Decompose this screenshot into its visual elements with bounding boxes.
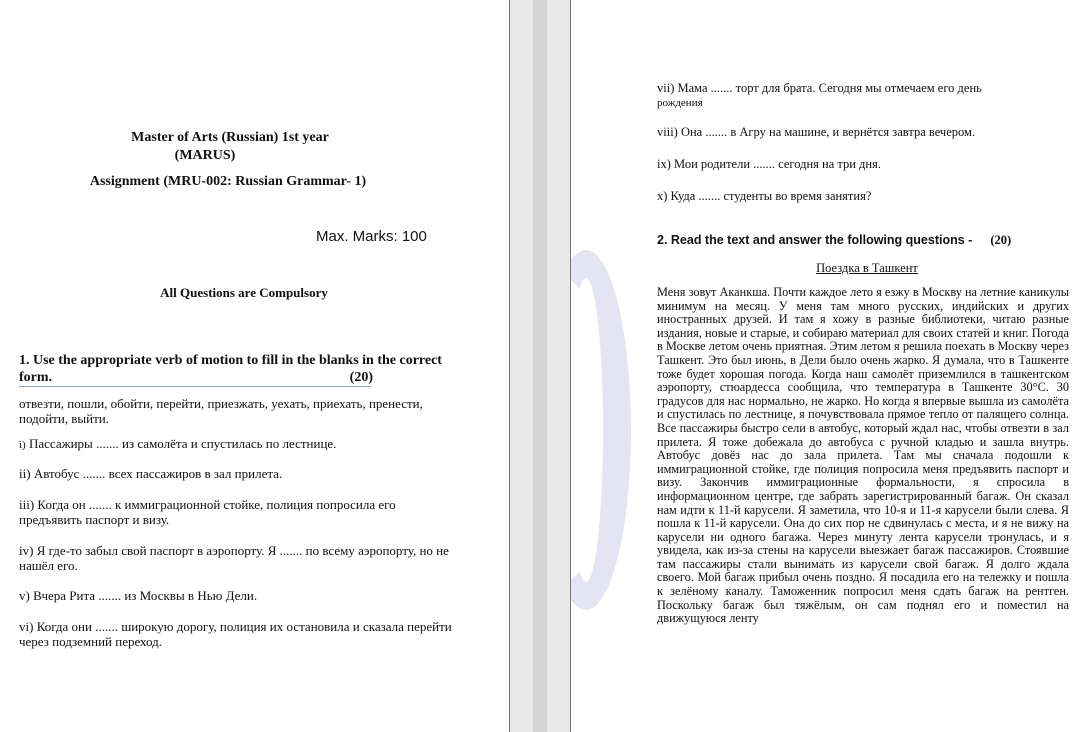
question-2-marks: (20) [990,233,1012,247]
item-number: vi) [19,619,34,634]
exercise-item-8 [657,125,1047,139]
assignment-title: Assignment (MRU-002: Russian Grammar- 1) [89,174,367,189]
exercise-item-10 [657,189,1047,203]
item-number: viii) [657,125,678,139]
item-number: ix) [657,157,671,171]
question-2-heading [657,233,1011,248]
question-2-text: 2. Read the text and answer the following questions - [657,233,973,247]
item-text: Автобус ....... всех пассажиров в зал прилета. [33,466,283,481]
item-text: Когда он ....... к иммиграционной стойке, полиция попросила его предъявить паспорт и визу. [19,497,396,527]
item-text-continued: рождения [657,97,703,109]
exercise-item-9 [657,157,1047,171]
item-number: v) [19,588,30,603]
item-number: iii) [19,497,35,512]
exercise-item-3 [19,497,459,527]
document-page-left [0,0,510,732]
exercise-item-7 [657,81,1047,110]
item-text: Я где-то забыл свой паспорт в аэропорту. Я ....... по всему аэропорту, но не нашёл его. [19,543,449,573]
max-marks: Max. Marks: 100 [316,228,427,245]
item-text: Пассажиры ....... из самолёта и спустилась по лестнице. [28,436,337,451]
item-text: Когда они ....... широкую дорогу, полиция их остановила и сказала перейти через подземний переход. [19,619,452,649]
item-number: x) [657,189,668,203]
course-title: Master of Arts (Russian) 1st year [131,130,329,145]
exercise-item-2 [19,466,459,481]
question-1-heading [19,352,461,386]
exercise-item-5 [19,588,459,603]
vertical-scrollbar[interactable] [533,0,547,732]
exercise-item-6 [19,619,459,649]
page-gutter [511,0,569,732]
verb-word-list: отвезти, пошли, обойти, перейти, приезжать, уехать, приехать, пренести, подойти, выйти. [19,396,423,426]
question-1-marks: (20) [349,370,373,385]
item-number: vii) [657,81,675,95]
compulsory-note: All Questions are Compulsory [160,285,328,300]
exercise-item-4 [19,543,459,573]
story-title [657,261,1077,276]
document-page-right [570,0,1087,732]
exercise-item-1 [19,436,459,453]
story-title-text: Поездка в Ташкент [816,261,918,275]
item-number: i) [19,439,26,451]
item-text: Она ....... в Агру на машине, и вернётся завтра вечером. [680,125,976,139]
watermark-logo [570,250,631,610]
item-text: Мои родители ....... сегодня на три дня. [674,157,881,171]
story-text: Меня зовут Аканкша. Почти каждое лето я езжу в Москву на летние каникулы минимум на месяц. У меня там много русских, индийских и других иностранных друзей. И там я хожу в разные библиотеки, читаю разные издания, новые и старые, и собираю материал для своих статей и книг. Погода в Москве летом очень приятная. Этим летом я решила поехать в Москву через Ташкент. Это был июнь, в Дели было очень жарко. Я думала, что в Ташкенте тоже будет хорошая погода. Когда наш самолёт приземлился в ташкентском аэропорту, стюардесса сообщила, что температура в Ташкенте 30°С. 30 градусов для нас нормально, не жарко. Но когда я впервые вышла из самолёта и спустилась по лестнице, я почувствовала прямое тепло от палящего солнца. Все пассажиры быстро сели в автобус, который ждал нас, чтобы отвезти в зал прилета. Я тоже добежала до автобуса с ручной кладью и зашла внутрь. Автобус довёз нас до зала прилета. Там мы сначала подошли к иммиграционной стойке, где полиция попросила меня предъявить паспорт и визу. Закончив иммиграционные формальности, я спросила в информационном центре, где забрать зарегистрированный багаж. Он сказал нам идти к 11-й карусели. Я заметила, что 10-я и 11-я карусели были слева. Я пошла к 11-й карусели. Она до сих пор не сдвинулась с места, и я не вижу на карусели ни одного багажа. Через минуту лента карусели тронулась, и я увидела, как из-за стены на карусели выезжает багаж пассажиров. Стоявшие там пассажиры стали вынимать из карусели свой багаж. Я долго ждала своего. Мой багаж прибыл очень поздно. Я посадила его на тележку и пошла к зелёному каналу. Таможенник попросил меня сдать багаж на рентген. Поскольку багаж был тяжёлым, он сам поднял его и поместил на движущуюся ленту [657,285,1069,626]
item-text: Вчера Рита ....... из Москвы в Нью Дели. [33,588,258,603]
item-number: iv) [19,543,34,558]
course-code: (MARUS) [174,148,236,163]
question-1-text: 1. Use the appropriate verb of motion to fill in the blanks in the correct form. [19,353,442,385]
heading-underline [19,386,371,387]
item-number: ii) [19,466,31,481]
item-text: Мама ....... торт для брата. Сегодня мы отмечаем его день [677,81,982,95]
item-text: Куда ....... студенты во время занятия? [670,189,872,203]
